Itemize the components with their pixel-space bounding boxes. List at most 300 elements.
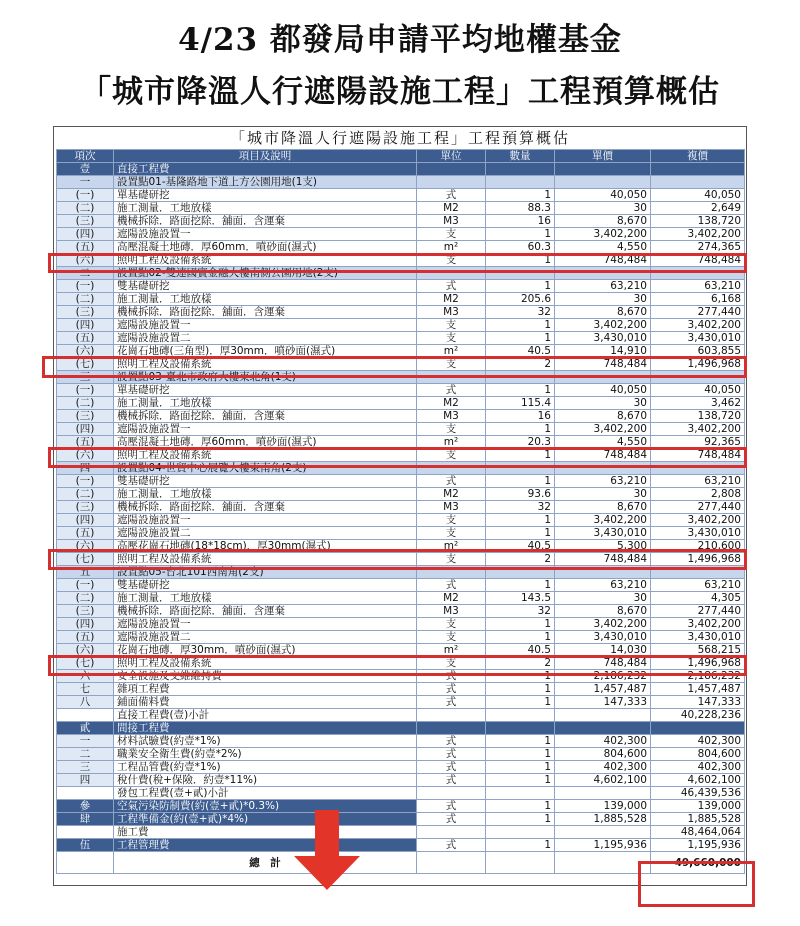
cell-item: 鋪面備料費 (114, 696, 417, 709)
cell-unit (417, 709, 486, 722)
col-header-item: 項目及說明 (114, 150, 417, 163)
cell-price: 4,550 (555, 241, 651, 254)
cell-unit: 支 (417, 423, 486, 436)
cell-unit: M3 (417, 605, 486, 618)
table-row (57, 423, 745, 436)
cell-total: 46,439,536 (651, 787, 745, 800)
cell-no: (三) (57, 306, 114, 319)
cell-price: 804,600 (555, 748, 651, 761)
cell-price: 8,670 (555, 215, 651, 228)
cell-qty: 40.5 (486, 644, 555, 657)
cell-unit: m² (417, 644, 486, 657)
cell-total: 3,402,200 (651, 514, 745, 527)
cell-item: 施工測量．工地放樣 (114, 397, 417, 410)
cell-price: 63,210 (555, 280, 651, 293)
cell-total (651, 267, 745, 280)
cell-total: 603,855 (651, 345, 745, 358)
cell-qty: 40.5 (486, 345, 555, 358)
cell-qty (486, 163, 555, 176)
cell-item: 照明工程及設備系統 (114, 657, 417, 670)
cell-price: 30 (555, 293, 651, 306)
cell-qty: 1 (486, 683, 555, 696)
cell-price: 40,050 (555, 189, 651, 202)
cell-no: (七) (57, 358, 114, 371)
cell-unit (417, 163, 486, 176)
table-row (57, 254, 745, 267)
cell-item: 機械拆除．路面挖除．舖面．含運棄 (114, 215, 417, 228)
cell-qty: 16 (486, 410, 555, 423)
cell-qty: 1 (486, 514, 555, 527)
cell-price (555, 462, 651, 475)
cell-item: 雙基礎研挖 (114, 280, 417, 293)
cell-total: 804,600 (651, 748, 745, 761)
cell-no: (二) (57, 592, 114, 605)
cell-total: 147,333 (651, 696, 745, 709)
table-row (57, 280, 745, 293)
table-row (57, 501, 745, 514)
cell-total: 277,440 (651, 605, 745, 618)
cell-item: 空氣污染防制費(約(壹+貳)*0.3%) (114, 800, 417, 813)
section-row (57, 839, 745, 852)
cell-qty: 1 (486, 449, 555, 462)
cell-unit: 支 (417, 319, 486, 332)
table-row (57, 215, 745, 228)
cell-total: 1,457,487 (651, 683, 745, 696)
col-header-total: 複價 (651, 150, 745, 163)
cell-qty: 93.6 (486, 488, 555, 501)
cell-total: 3,402,200 (651, 618, 745, 631)
cell-no: (三) (57, 605, 114, 618)
cell-item: 工程品管費(約壹*1%) (114, 761, 417, 774)
cell-price: 5,300 (555, 540, 651, 553)
cell-total: 92,365 (651, 436, 745, 449)
cell-unit: 支 (417, 527, 486, 540)
section-row (57, 176, 745, 189)
cell-item: 照明工程及設備系統 (114, 358, 417, 371)
cell-price: 4,550 (555, 436, 651, 449)
cell-no: 三 (57, 371, 114, 384)
cell-qty (486, 176, 555, 189)
cell-no: (一) (57, 384, 114, 397)
cell-no: (五) (57, 241, 114, 254)
cell-price: 402,300 (555, 735, 651, 748)
table-row (57, 579, 745, 592)
cell-item: 高壓混凝土地磚．厚60mm．噴砂面(濕式) (114, 436, 417, 449)
cell-item: 遮陽設施設置二 (114, 527, 417, 540)
cell-total: 277,440 (651, 501, 745, 514)
cell-no: (一) (57, 579, 114, 592)
cell-unit: 支 (417, 657, 486, 670)
cell-unit (417, 267, 486, 280)
cell-qty: 1 (486, 813, 555, 826)
cell-price: 8,670 (555, 410, 651, 423)
cell-item: 工程管理費 (114, 839, 417, 852)
cell-unit: m² (417, 540, 486, 553)
table-row (57, 332, 745, 345)
cell-total: 3,430,010 (651, 332, 745, 345)
cell-price: 1,457,487 (555, 683, 651, 696)
cell-qty: 1 (486, 579, 555, 592)
cell-no: 一 (57, 735, 114, 748)
cell-price: 3,402,200 (555, 514, 651, 527)
cell-unit: 式 (417, 579, 486, 592)
table-row (57, 241, 745, 254)
cell-price (555, 722, 651, 735)
cell-item: 遮陽設施設置一 (114, 319, 417, 332)
cell-total: 210,600 (651, 540, 745, 553)
cell-unit: 支 (417, 449, 486, 462)
cell-total: 402,300 (651, 735, 745, 748)
cell-unit: M3 (417, 306, 486, 319)
table-row (57, 397, 745, 410)
cell-no: 肆 (57, 813, 114, 826)
table-row (57, 345, 745, 358)
cell-price: 8,670 (555, 501, 651, 514)
section-row (57, 371, 745, 384)
cell-total: 40,050 (651, 189, 745, 202)
section-row (57, 722, 745, 735)
cell-no: 二 (57, 267, 114, 280)
cell-unit: 支 (417, 358, 486, 371)
cell-qty: 1 (486, 527, 555, 540)
cell-item: 安全設施及交維維持費 (114, 670, 417, 683)
cell-item: 施工測量．工地放樣 (114, 488, 417, 501)
cell-qty: 1 (486, 384, 555, 397)
cell-price (555, 787, 651, 800)
cell-no: (六) (57, 449, 114, 462)
table-row (57, 618, 745, 631)
cell-item: 施工測量．工地放樣 (114, 202, 417, 215)
cell-unit (417, 176, 486, 189)
budget-table (56, 149, 745, 874)
cell-no: 三 (57, 761, 114, 774)
cell-unit: 支 (417, 618, 486, 631)
cell-unit (417, 462, 486, 475)
cell-qty: 1 (486, 839, 555, 852)
cell-qty: 205.6 (486, 293, 555, 306)
grand-total-label: 總 計 (114, 852, 417, 874)
cell-total: 402,300 (651, 761, 745, 774)
cell-item: 機械拆除．路面挖除．舖面．含運棄 (114, 306, 417, 319)
table-row (57, 540, 745, 553)
cell-total (651, 371, 745, 384)
cell-qty: 1 (486, 332, 555, 345)
cell-total: 138,720 (651, 215, 745, 228)
cell-item: 設置點04-世貿中心展覽大樓東南角(2支) (114, 462, 417, 475)
cell-qty: 1 (486, 280, 555, 293)
table-row (57, 228, 745, 241)
cell-no: (六) (57, 540, 114, 553)
cell-item: 單基礎研挖 (114, 189, 417, 202)
cell-unit: 式 (417, 280, 486, 293)
cell-item: 遮陽設施設置二 (114, 631, 417, 644)
cell-price: 748,484 (555, 358, 651, 371)
table-row (57, 410, 745, 423)
cell-no: (一) (57, 475, 114, 488)
cell-unit: m² (417, 345, 486, 358)
cell-qty: 1 (486, 761, 555, 774)
table-row (57, 358, 745, 371)
cell-no: (二) (57, 397, 114, 410)
cell-price (555, 566, 651, 579)
cell-no: (六) (57, 644, 114, 657)
cell-total: 1,885,528 (651, 813, 745, 826)
section-row (57, 462, 745, 475)
cell-no: (二) (57, 202, 114, 215)
cell-no: (三) (57, 501, 114, 514)
table-row (57, 670, 745, 683)
cell-qty: 2 (486, 358, 555, 371)
section-row (57, 163, 745, 176)
cell-no: 貳 (57, 722, 114, 735)
cell-total: 1,195,936 (651, 839, 745, 852)
cell-total: 3,430,010 (651, 631, 745, 644)
table-header-row (57, 150, 745, 163)
cell-total: 63,210 (651, 280, 745, 293)
cell-price: 3,402,200 (555, 618, 651, 631)
cell-item: 工程準備金(約(壹+貳)*4%) (114, 813, 417, 826)
cell-no: 七 (57, 683, 114, 696)
cell-item: 照明工程及設備系統 (114, 254, 417, 267)
table-row (57, 605, 745, 618)
grand-total-no (57, 852, 114, 874)
table-row (57, 644, 745, 657)
cell-no (57, 709, 114, 722)
cell-total (651, 163, 745, 176)
cell-no: (六) (57, 254, 114, 267)
cell-unit (417, 722, 486, 735)
cell-qty: 2 (486, 553, 555, 566)
cell-qty: 1 (486, 319, 555, 332)
cell-qty (486, 709, 555, 722)
cell-price: 8,670 (555, 605, 651, 618)
cell-item: 照明工程及設備系統 (114, 449, 417, 462)
cell-no: (四) (57, 514, 114, 527)
cell-no: (七) (57, 657, 114, 670)
section-row (57, 813, 745, 826)
cell-price: 748,484 (555, 657, 651, 670)
cell-item: 遮陽設施設置一 (114, 423, 417, 436)
cell-price: 63,210 (555, 579, 651, 592)
cell-qty: 1 (486, 748, 555, 761)
cell-no: 壹 (57, 163, 114, 176)
cell-qty: 32 (486, 306, 555, 319)
table-row (57, 384, 745, 397)
cell-unit: M2 (417, 293, 486, 306)
cell-qty: 20.3 (486, 436, 555, 449)
cell-qty: 1 (486, 618, 555, 631)
cell-qty: 88.3 (486, 202, 555, 215)
table-row (57, 592, 745, 605)
cell-price (555, 163, 651, 176)
cell-qty: 1 (486, 670, 555, 683)
cell-no: (四) (57, 423, 114, 436)
cell-price: 2,186,232 (555, 670, 651, 683)
grand-total-unit (417, 852, 486, 874)
cell-price: 748,484 (555, 449, 651, 462)
cell-total: 568,215 (651, 644, 745, 657)
cell-qty: 1 (486, 631, 555, 644)
cell-price: 40,050 (555, 384, 651, 397)
cell-qty: 2 (486, 657, 555, 670)
cell-no: 四 (57, 774, 114, 787)
cell-price: 3,430,010 (555, 527, 651, 540)
cell-item: 設置點05-台北101西南角(2支) (114, 566, 417, 579)
cell-unit (417, 787, 486, 800)
table-row (57, 735, 745, 748)
table-row (57, 189, 745, 202)
cell-total: 274,365 (651, 241, 745, 254)
cell-no: (五) (57, 436, 114, 449)
cell-price: 3,430,010 (555, 332, 651, 345)
cell-item: 遮陽設施設置二 (114, 332, 417, 345)
cell-unit: 式 (417, 475, 486, 488)
cell-unit: m² (417, 436, 486, 449)
grand-total-value: 49,660,000 (651, 852, 745, 874)
table-row (57, 553, 745, 566)
cell-item: 發包工程費(壹+貳)小計 (114, 787, 417, 800)
table-row (57, 774, 745, 787)
cell-total: 748,484 (651, 254, 745, 267)
col-header-no: 項次 (57, 150, 114, 163)
cell-qty (486, 722, 555, 735)
cell-no: (四) (57, 319, 114, 332)
cell-no: 參 (57, 800, 114, 813)
cell-total: 2,649 (651, 202, 745, 215)
table-row (57, 696, 745, 709)
cell-price (555, 267, 651, 280)
table-row (57, 488, 745, 501)
cell-no: 四 (57, 462, 114, 475)
cell-unit (417, 371, 486, 384)
cell-unit: M3 (417, 410, 486, 423)
col-header-qty: 數量 (486, 150, 555, 163)
cell-item: 高壓花崗石地磚(18*18cm)．厚30mm(濕式) (114, 540, 417, 553)
cell-unit: M2 (417, 202, 486, 215)
cell-total: 1,496,968 (651, 358, 745, 371)
cell-price: 402,300 (555, 761, 651, 774)
cell-total: 3,462 (651, 397, 745, 410)
cell-unit: 支 (417, 514, 486, 527)
cell-no: (七) (57, 553, 114, 566)
cell-qty (486, 462, 555, 475)
cell-unit: 式 (417, 683, 486, 696)
cell-total (651, 722, 745, 735)
cell-price (555, 709, 651, 722)
cell-total: 139,000 (651, 800, 745, 813)
cell-qty: 1 (486, 696, 555, 709)
cell-no: 八 (57, 696, 114, 709)
grand-total-price (555, 852, 651, 874)
cell-total: 2,186,232 (651, 670, 745, 683)
cell-qty (486, 371, 555, 384)
cell-unit: M3 (417, 215, 486, 228)
cell-unit: 支 (417, 228, 486, 241)
cell-qty: 40.5 (486, 540, 555, 553)
cell-total: 3,430,010 (651, 527, 745, 540)
grand-total-row (57, 852, 745, 874)
cell-unit: M2 (417, 592, 486, 605)
cell-unit: M3 (417, 501, 486, 514)
cell-qty (486, 267, 555, 280)
cell-item: 遮陽設施設置一 (114, 228, 417, 241)
cell-qty: 143.5 (486, 592, 555, 605)
table-row (57, 306, 745, 319)
cell-item: 直接工程費 (114, 163, 417, 176)
cell-no: (二) (57, 293, 114, 306)
subtotal-row (57, 787, 745, 800)
cell-total: 3,402,200 (651, 423, 745, 436)
cell-unit: 式 (417, 839, 486, 852)
cell-total: 3,402,200 (651, 319, 745, 332)
cell-qty: 1 (486, 228, 555, 241)
cell-no: (五) (57, 527, 114, 540)
table-row (57, 475, 745, 488)
table-row (57, 748, 745, 761)
cell-unit (417, 826, 486, 839)
cell-qty: 16 (486, 215, 555, 228)
cell-qty: 32 (486, 501, 555, 514)
sheet-title: 「城市降溫人行遮陽設施工程」工程預算概估 (229, 129, 570, 147)
cell-price (555, 826, 651, 839)
section-row (57, 800, 745, 813)
cell-item: 單基礎研挖 (114, 384, 417, 397)
table-row (57, 683, 745, 696)
cell-no: (五) (57, 332, 114, 345)
cell-item: 間接工程費 (114, 722, 417, 735)
cell-unit: 支 (417, 254, 486, 267)
cell-price: 3,430,010 (555, 631, 651, 644)
cell-total (651, 566, 745, 579)
cell-item: 機械拆除．路面挖除．舖面．含運棄 (114, 501, 417, 514)
cell-price (555, 176, 651, 189)
cell-total: 4,305 (651, 592, 745, 605)
cell-price: 14,910 (555, 345, 651, 358)
cell-unit: 支 (417, 332, 486, 345)
cell-item: 設置點01-基隆路地下道上方公園用地(1支) (114, 176, 417, 189)
cell-qty (486, 787, 555, 800)
cell-unit: 式 (417, 761, 486, 774)
cell-price (555, 371, 651, 384)
cell-total: 6,168 (651, 293, 745, 306)
cell-qty: 115.4 (486, 397, 555, 410)
col-header-unit: 單位 (417, 150, 486, 163)
table-row (57, 761, 745, 774)
cell-item: 施工測量．工地放樣 (114, 293, 417, 306)
table-row (57, 514, 745, 527)
table-row (57, 293, 745, 306)
cell-unit (417, 566, 486, 579)
cell-unit: 支 (417, 631, 486, 644)
cell-price: 3,402,200 (555, 423, 651, 436)
cell-total: 63,210 (651, 475, 745, 488)
cell-item: 花崗石地磚．厚30mm．噴砂面(濕式) (114, 644, 417, 657)
cell-no: (六) (57, 345, 114, 358)
cell-no: 六 (57, 670, 114, 683)
cell-qty: 1 (486, 800, 555, 813)
cell-no: (一) (57, 189, 114, 202)
cell-price: 30 (555, 488, 651, 501)
table-row (57, 631, 745, 644)
cell-no: (三) (57, 215, 114, 228)
cell-item: 機械拆除．路面挖除．舖面．含運棄 (114, 410, 417, 423)
cell-no: (一) (57, 280, 114, 293)
cell-qty: 1 (486, 735, 555, 748)
cell-item: 職業安全衛生費(約壹*2%) (114, 748, 417, 761)
cell-item: 高壓混凝土地磚．厚60mm．噴砂面(濕式) (114, 241, 417, 254)
cell-total: 2,808 (651, 488, 745, 501)
cell-total: 748,484 (651, 449, 745, 462)
